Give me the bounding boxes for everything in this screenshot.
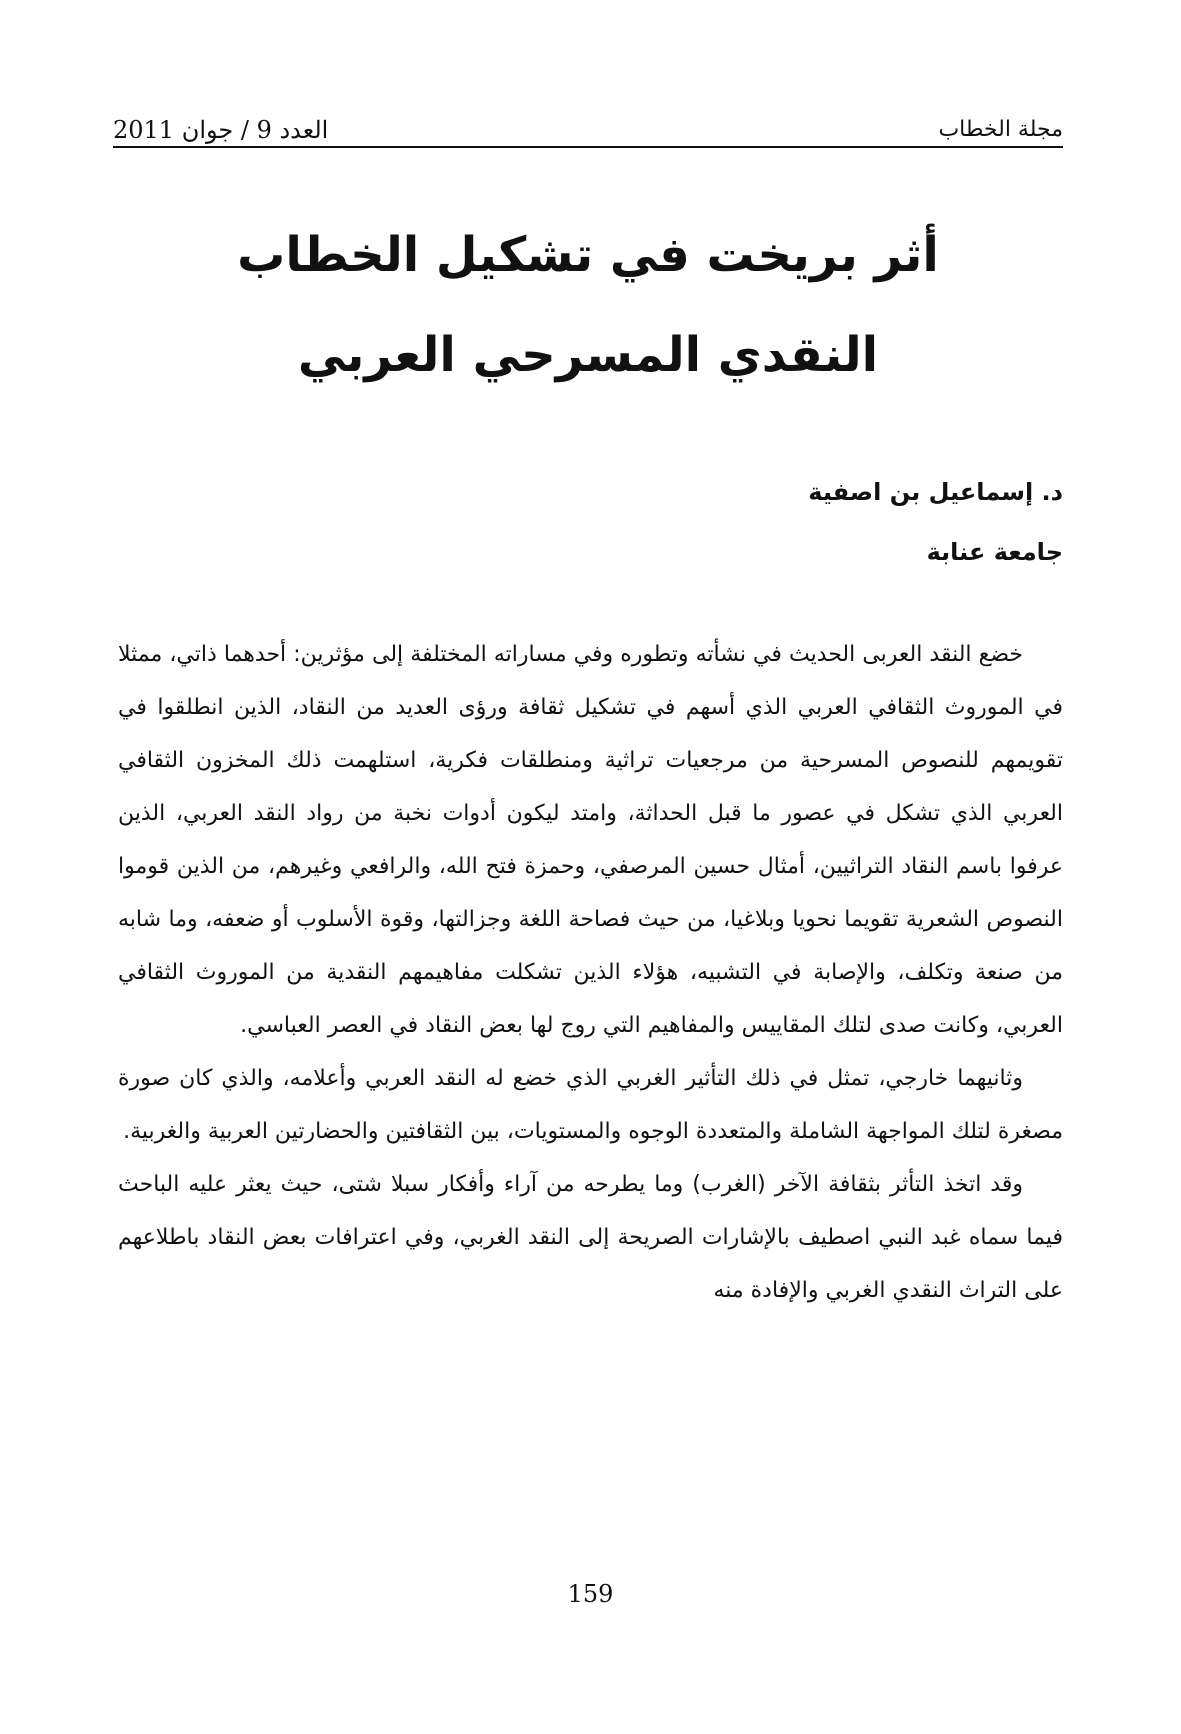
journal-name: مجلة الخطاب: [938, 117, 1063, 142]
issue-info: العدد 9 / جوان 2011: [113, 116, 329, 144]
header-rule: [113, 146, 1063, 148]
author-block: [463, 462, 1063, 582]
title-line-2: النقدي المسرحي العربي: [297, 327, 879, 383]
body-paragraph: خضع النقد العربى الحديث في نشأته وتطوره وفي مساراته المختلفة إلى مؤثرين: أحدهما ذاتي، ممثلا في الموروث الثقافي العربي الذي أسهم في تشكيل ثقافة ورؤى العديد من النقاد، الذين انطلقوا في تقويمهم للنصوص المسرحية من مرجعيات تراثية ومنطلقات فكرية، استلهمت ذلك المخزون الثقافي العربي الذي تشكل في عصور ما قبل الحداثة، وامتد ليكون أدوات نخبة من رواد النقد العربي، الذين عرفوا باسم النقاد التراثيين، أمثال حسين المرصفي، وحمزة فتح الله، والرافعي وغيرهم، من الذين قوموا النصوص الشعرية تقويما نحويا وبلاغيا، من حيث فصاحة اللغة وجزالتها، وقوة الأسلوب أو ضعفه، وما شابه من صنعة وتكلف، والإصابة في التشبيه، هؤلاء الذين تشكلت مفاهيمهم النقدية من الموروث الثقافي العربي، وكانت صدى لتلك المقاييس والمفاهيم التي روج لها بعض النقاد في العصر العباسي.: [118, 642, 1063, 1038]
body-paragraph: وثانيهما خارجي، تمثل في ذلك التأثير الغربي الذي خضع له النقد العربي وأعلامه، والذي كان صورة مصغرة لتلك المواجهة الشاملة والمتعددة الوجوه والمستويات، بين الثقافتين والحضارتين العربية والغربية.: [118, 1066, 1063, 1144]
title-line-1: أثر بريخت في تشكيل الخطاب: [237, 227, 939, 283]
body-paragraph: وقد اتخذ التأثر بثقافة الآخر (الغرب) وما يطرحه من آراء وأفكار سبلا شتى، حيث يعثر عليه الباحث فيما سماه غبد النبي اصطيف بالإشارات الصريحة إلى النقد الغربي، وفي اعترافات بعض النقاد باطلاعهم على التراث النقدي الغربي والإفادة منه: [118, 1172, 1063, 1303]
author-affiliation: جامعة عنابة: [926, 538, 1063, 566]
page-number: 159: [567, 1580, 614, 1608]
article-body: [118, 628, 1063, 1317]
running-header: [113, 104, 1063, 144]
article-title: [113, 205, 1063, 405]
author-name: د. إسماعيل بن اصفية: [808, 478, 1063, 506]
